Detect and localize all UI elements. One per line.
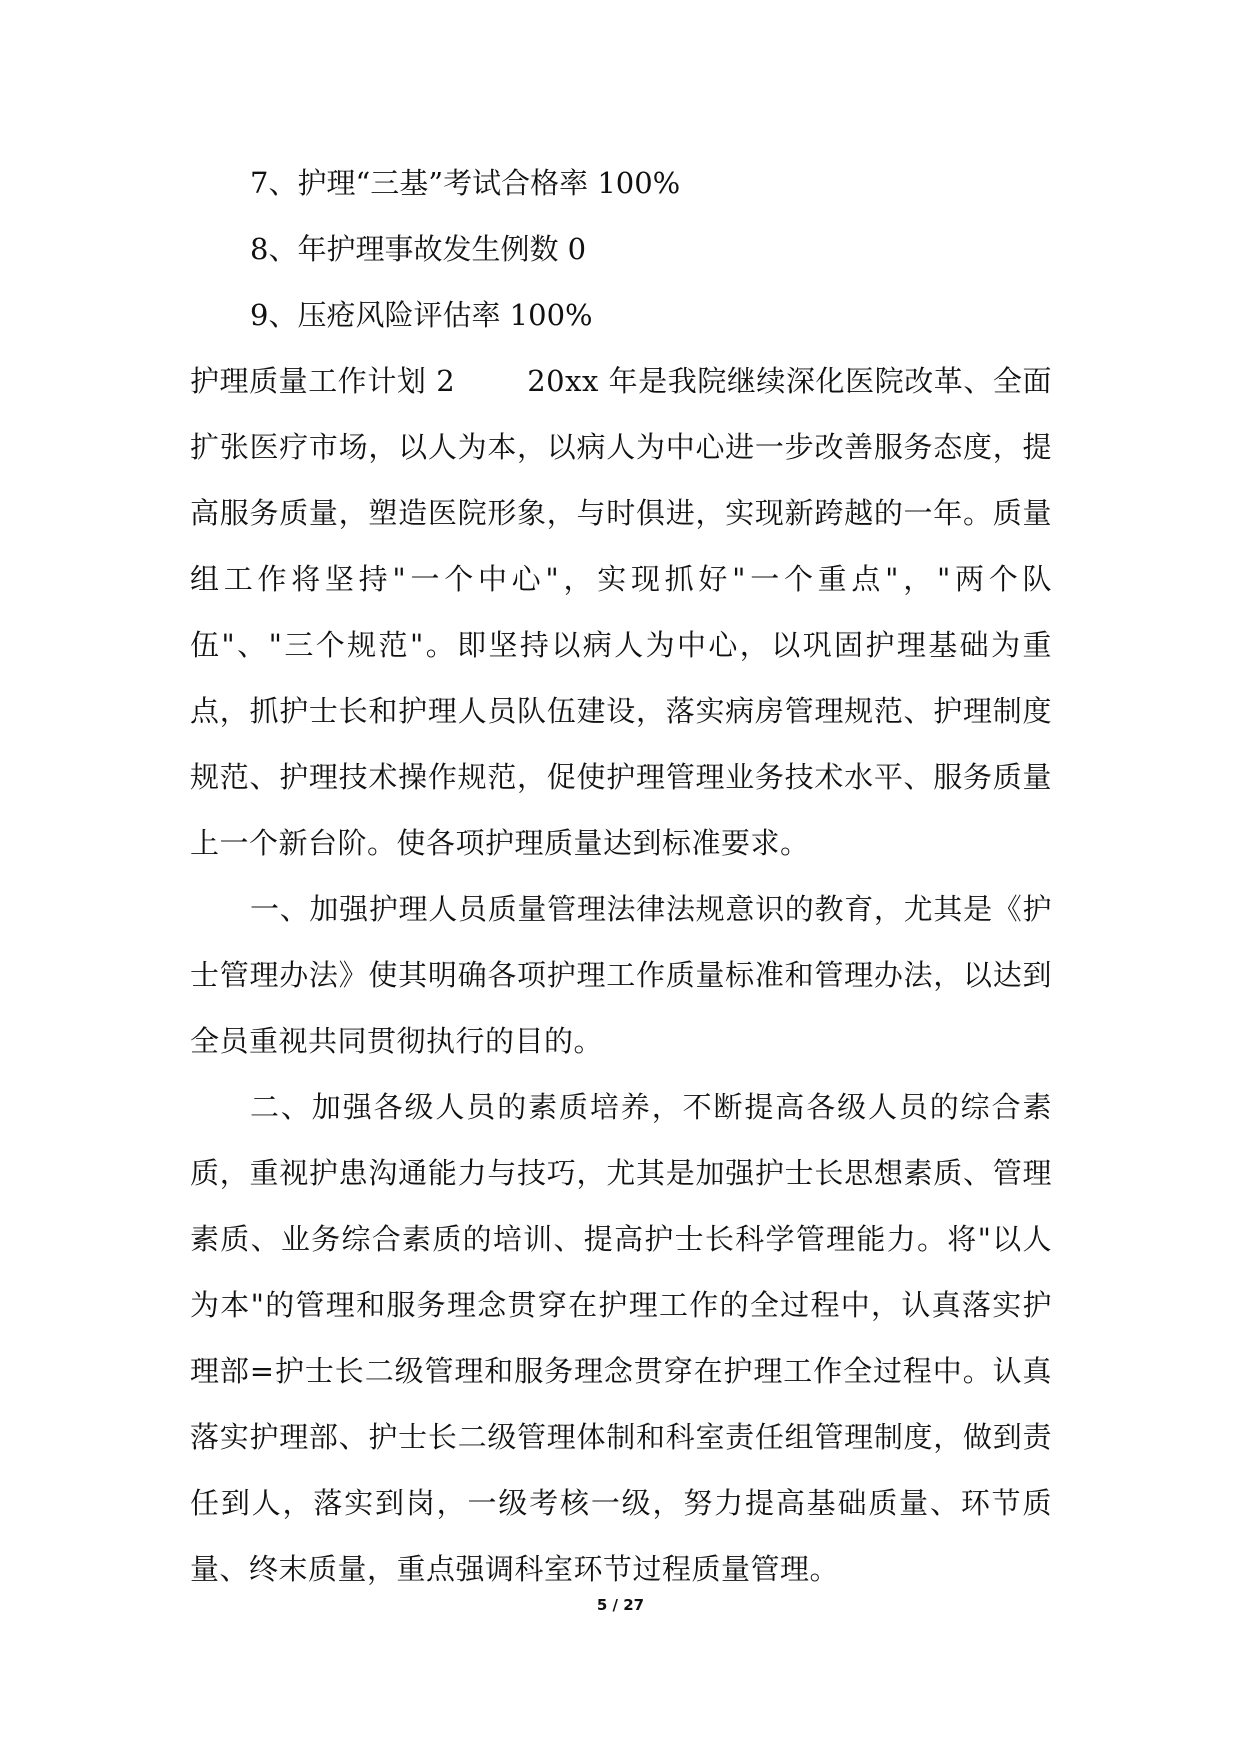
paragraph-one: 一、加强护理人员质量管理法律法规意识的教育，尤其是《护士管理办法》使其明确各项护理工作质量标准和管理办法，以达到全员重视共同贯彻执行的目的。 [190,892,1052,1058]
list-item-7: 7、护理“三基”考试合格率 100% [250,166,681,200]
paragraph-two: 二、加强各级人员的素质培养，不断提高各级人员的综合素质，重视护患沟通能力与技巧，尤其是加强护士长思想素质、管理素质、业务综合素质的培训、提高护士长科学管理能力。将"以人为本"的管理和服务理念贯穿在护理工作的全过程中，认真落实护理部=护士长二级管理和服务理念贯穿在护理工作全过程中。认真落实护理部、护士长二级管理体制和科室责任组管理制度，做到责任到人，落实到岗，一级考核一级，努力提高基础质量、环节质量、终末质量，重点强调科室环节过程质量管理。 [190,1090,1052,1586]
section-intro: 20xx 年是我院继续深化医院改革、全面扩张医疗市场，以人为本，以病人为中心进一步改善服务态度，提高服务质量，塑造医院形象，与时俱进，实现新跨越的一年。质量组工作将坚持"一个中心"，实现抓好"一个重点"，"两个队伍"、"三个规范"。即坚持以病人为中心，以巩固护理基础为重点，抓护士长和护理人员队伍建设，落实病房管理规范、护理制度规范、护理技术操作规范，促使护理管理业务技术水平、服务质量上一个新台阶。使各项护理质量达到标准要求。 [190,364,1052,860]
page-number: 5 / 27 [596,1596,645,1614]
section-paragraph [190,348,1052,876]
page-content [190,150,1052,1602]
list-item-8: 8、年护理事故发生例数 0 [250,232,587,266]
list-item-9: 9、压疮风险评估率 100% [250,298,593,332]
section-title: 护理质量工作计划 2 [190,364,456,398]
